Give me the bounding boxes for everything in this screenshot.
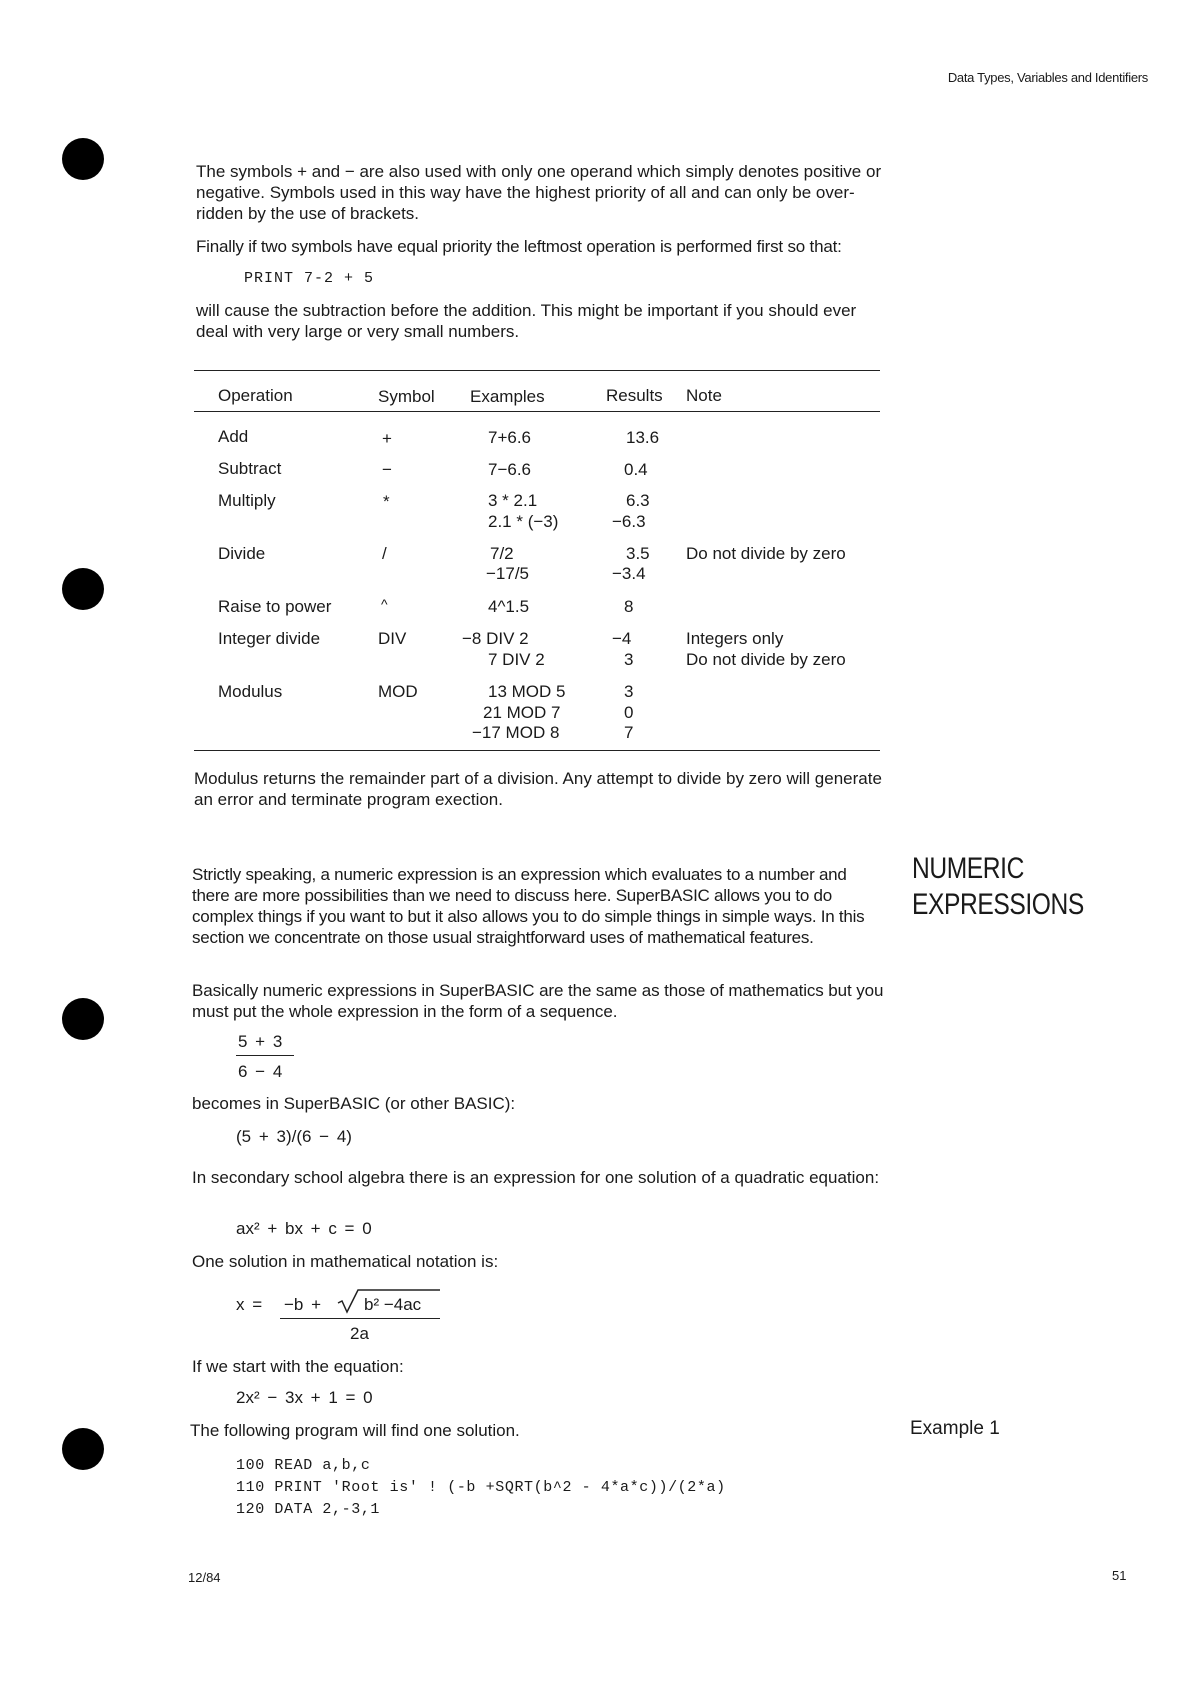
row-subtract-example: 7−6.6 — [488, 460, 532, 479]
row-intdiv-example-2: 7 DIV 2 — [488, 650, 545, 669]
header-results: Results — [606, 386, 663, 405]
header-operation: Operation — [218, 386, 293, 405]
row-subtract-symbol: − — [382, 460, 392, 479]
row-multiply-operation: Multiply — [218, 491, 276, 510]
numeric-paragraph-4: In secondary school algebra there is an expression for one solution of a quadratic equation: — [192, 1168, 880, 1187]
binder-hole-2 — [62, 568, 104, 610]
numeric-paragraph-1: Strictly speaking, a numeric expression is an expression which evaluates to a number and there are more possibilities than we need to discuss here. SuperBASIC allows you to do complex things if you want to but it also allows you to do simple things in simple ways. In this section we concentrate on those usual straightforward uses of mathematical features. — [192, 865, 865, 947]
row-intdiv-example-1: −8 DIV 2 — [462, 629, 529, 648]
row-multiply-result-1: 6.3 — [626, 491, 650, 510]
intro-paragraph-1: The symbols + and − are also used with only one operand which simply denotes positive or negative. Symbols used in this way have the highest priority of all and can only be over-ridden by the use of brackets. — [196, 162, 882, 223]
row-mod-result-2: 0 — [624, 703, 634, 722]
numeric-paragraph-3: becomes in SuperBASIC (or other BASIC): — [192, 1094, 516, 1113]
row-add-result: 13.6 — [626, 428, 660, 447]
row-add-example: 7+6.6 — [488, 428, 532, 447]
row-divide-operation: Divide — [218, 544, 266, 563]
program-line-100: 100 READ a,b,c — [236, 1457, 371, 1474]
intro-paragraph-3: will cause the subtraction before the addition. This might be important if you should ever deal with very large or very small numbers. — [196, 301, 857, 341]
section-heading-line-2: EXPRESSIONS — [912, 888, 1084, 921]
header-examples: Examples — [470, 387, 545, 406]
footer-date: 12/84 — [188, 1570, 221, 1585]
row-mod-example-3: −17 MOD 8 — [472, 723, 560, 742]
row-intdiv-note-2: Do not divide by zero — [686, 650, 846, 669]
row-add-operation: Add — [218, 427, 249, 446]
row-intdiv-symbol: DIV — [378, 629, 407, 648]
solution-radicand: b² −4ac — [364, 1295, 422, 1314]
header-symbol: Symbol — [378, 387, 435, 406]
row-mod-example-2: 21 MOD 7 — [483, 703, 561, 722]
row-mod-result-3: 7 — [624, 723, 634, 742]
row-power-symbol: ^ — [381, 596, 388, 612]
row-intdiv-result-2: 3 — [624, 650, 634, 669]
numeric-paragraph-7: The following program will find one solution. — [190, 1421, 520, 1440]
table-bottom-rule — [194, 750, 880, 751]
section-heading-line-1: NUMERIC — [912, 852, 1024, 885]
row-multiply-symbol: * — [383, 492, 390, 511]
row-divide-result-1: 3.5 — [626, 544, 650, 563]
row-divide-example-1: 7/2 — [490, 544, 514, 563]
row-mod-example-1: 13 MOD 5 — [488, 682, 566, 701]
row-add-symbol: + — [382, 429, 392, 448]
row-multiply-result-2: −6.3 — [612, 512, 646, 531]
row-divide-note: Do not divide by zero — [686, 544, 846, 563]
solution-lhs: x = — [236, 1295, 263, 1314]
page-number: 51 — [1112, 1568, 1127, 1583]
table-header-rule — [194, 411, 880, 412]
binder-hole-3 — [62, 998, 104, 1040]
row-mod-result-1: 3 — [624, 682, 634, 701]
header-note: Note — [686, 386, 722, 405]
row-multiply-example-1: 3 * 2.1 — [488, 491, 538, 510]
row-mod-operation: Modulus — [218, 682, 283, 701]
row-multiply-example-2: 2.1 * (−3) — [488, 512, 559, 531]
row-divide-symbol: / — [382, 544, 387, 563]
fraction-bar — [236, 1055, 294, 1056]
example-equation: 2x² − 3x + 1 = 0 — [236, 1388, 373, 1407]
modulus-note: Modulus returns the remainder part of a division. Any attempt to divide by zero will generate an error and terminate program exection. — [194, 769, 882, 809]
binder-hole-1 — [62, 138, 104, 180]
program-line-120: 120 DATA 2,-3,1 — [236, 1501, 381, 1518]
row-subtract-operation: Subtract — [218, 459, 282, 478]
row-power-result: 8 — [624, 597, 634, 616]
numeric-paragraph-2: Basically numeric expressions in SuperBASIC are the same as those of mathematics but you must put the whole expression in the form of a sequence. — [192, 981, 884, 1021]
row-subtract-result: 0.4 — [624, 460, 648, 479]
solution-numerator-a: −b + — [284, 1295, 322, 1314]
row-intdiv-note-1: Integers only — [686, 629, 784, 648]
intro-paragraph-2: Finally if two symbols have equal priority the leftmost operation is performed first so that: — [196, 237, 842, 256]
running-title: Data Types, Variables and Identifiers — [947, 70, 1148, 85]
intro-code: PRINT 7-2 + 5 — [244, 270, 375, 287]
solution-denominator: 2a — [350, 1324, 369, 1343]
row-divide-example-2: −17/5 — [486, 564, 530, 583]
fraction-numerator: 5 + 3 — [238, 1032, 283, 1051]
binder-hole-4 — [62, 1428, 104, 1470]
solution-fraction-bar — [280, 1318, 440, 1319]
numeric-paragraph-6: If we start with the equation: — [192, 1357, 404, 1376]
superbasic-expression: (5 + 3)/(6 − 4) — [236, 1127, 352, 1146]
row-mod-symbol: MOD — [378, 682, 418, 701]
table-top-rule — [194, 370, 880, 371]
quadratic-equation: ax² + bx + c = 0 — [236, 1219, 372, 1238]
numeric-paragraph-5: One solution in mathematical notation is: — [192, 1252, 499, 1271]
program-line-110: 110 PRINT 'Root is' ! (-b +SQRT(b^2 - 4*a*c))/(2*a) — [236, 1479, 726, 1496]
row-divide-result-2: −3.4 — [612, 564, 646, 583]
row-intdiv-operation: Integer divide — [218, 629, 321, 648]
example-label: Example 1 — [910, 1418, 1000, 1439]
fraction-denominator: 6 − 4 — [238, 1062, 283, 1081]
row-power-operation: Raise to power — [218, 597, 332, 616]
row-intdiv-result-1: −4 — [612, 629, 632, 648]
row-power-example: 4^1.5 — [488, 597, 530, 616]
